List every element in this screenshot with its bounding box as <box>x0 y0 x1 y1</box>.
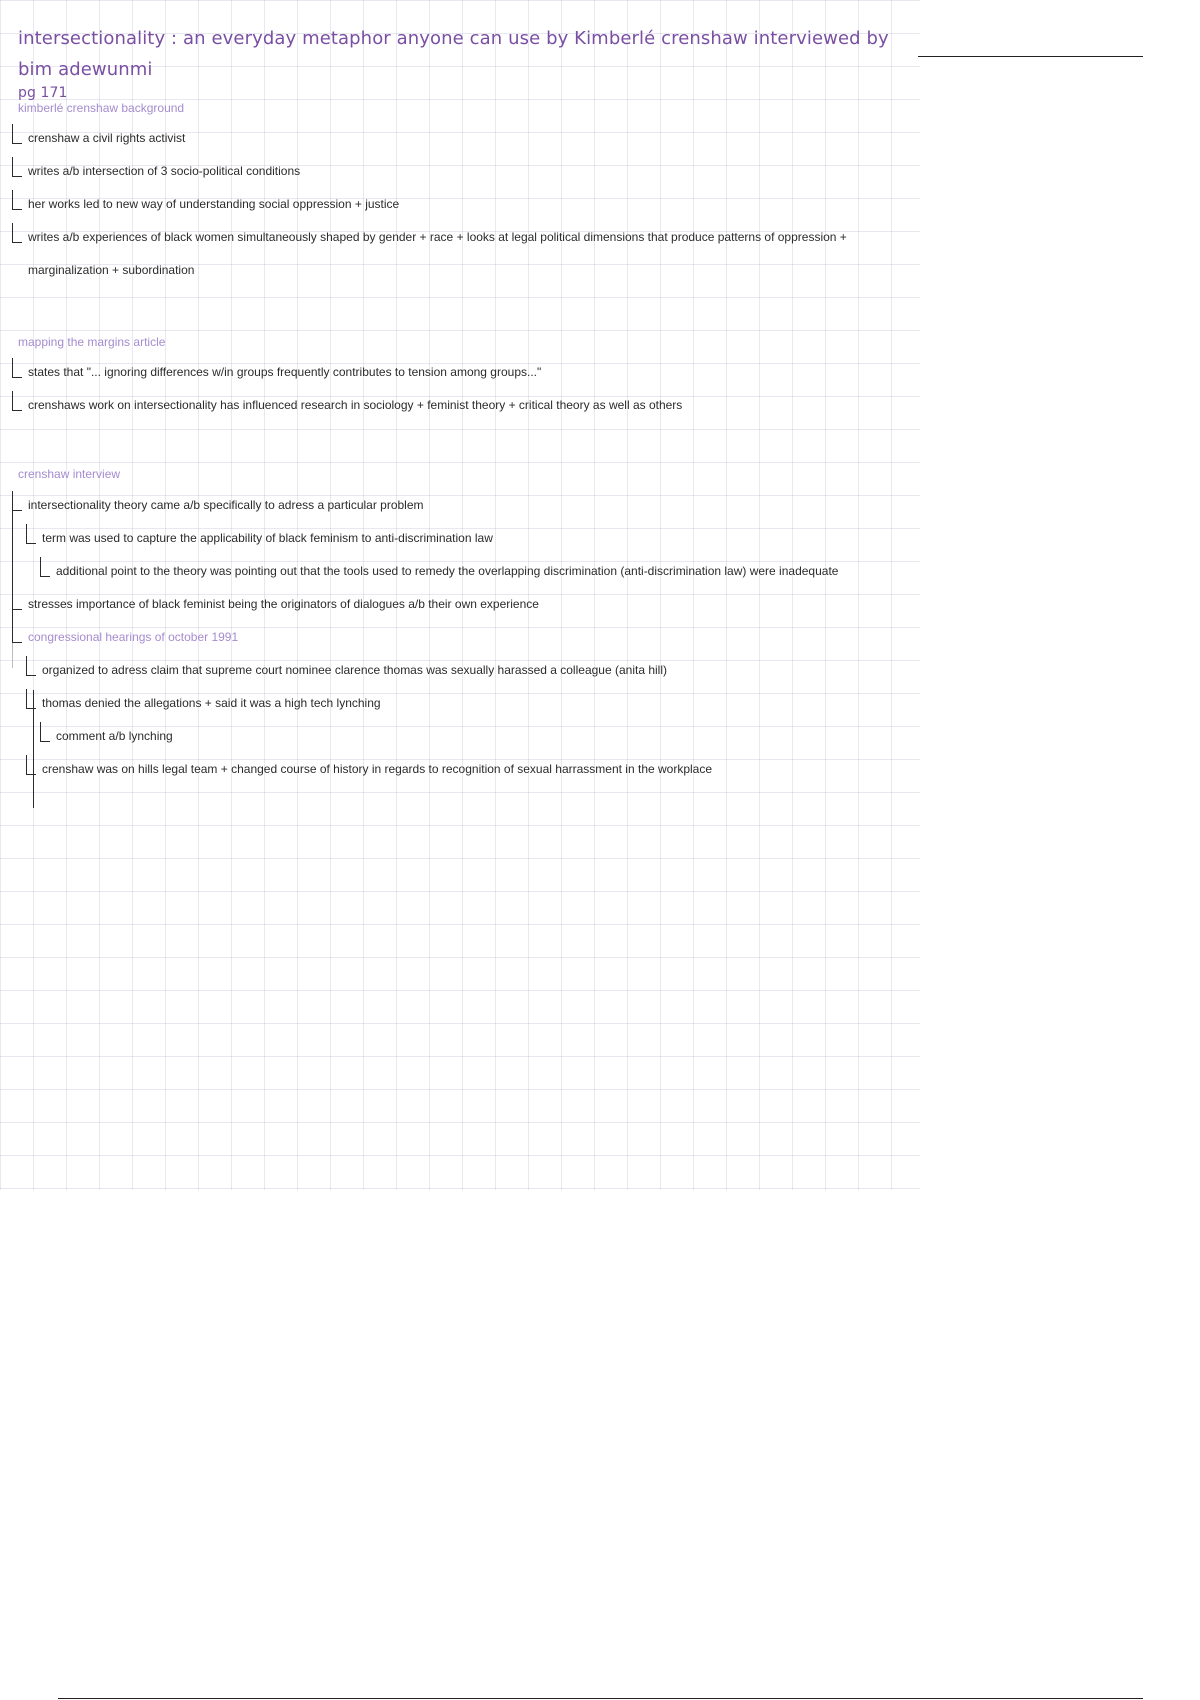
list-item-text: crenshaw a civil rights activist <box>28 131 186 145</box>
tree-elbow <box>12 190 22 210</box>
tree-elbow <box>26 689 36 709</box>
title-text: intersectionality : an everyday metaphor anyone can use by Kimberlé crenshaw interviewed by bim adewunmi <box>18 28 889 80</box>
tree-elbow <box>12 157 22 177</box>
tree-elbow <box>40 557 50 577</box>
list-item <box>12 588 912 621</box>
list-item-text: her works led to new way of understanding social oppression + justice <box>28 197 400 211</box>
list-item <box>26 753 912 786</box>
tree-elbow <box>26 524 36 544</box>
tree-elbow <box>40 722 50 742</box>
list-item <box>12 621 912 654</box>
list-item-text: term was used to capture the applicability of black feminism to anti-discrimination law <box>42 531 493 545</box>
list-item <box>12 356 912 389</box>
tree-elbow <box>26 755 36 775</box>
section-heading: mapping the margins article <box>18 335 166 349</box>
list-item <box>40 720 912 753</box>
list-item-text: crenshaw was on hills legal team + changed course of history in regards to recognition of sexual harrassment in the workplace <box>42 762 713 776</box>
list-item-text: congressional hearings of october 1991 <box>28 630 239 644</box>
section-list <box>12 122 912 287</box>
top-right-rule <box>918 56 1143 57</box>
list-item <box>26 654 912 687</box>
section-heading: kimberlé crenshaw background <box>18 101 185 115</box>
tree-elbow <box>12 391 22 411</box>
list-item <box>40 555 912 588</box>
list-item <box>12 389 912 422</box>
list-item <box>12 221 912 287</box>
tree-elbow <box>12 623 22 643</box>
tree-elbow <box>26 656 36 676</box>
list-item-text: organized to adress claim that supreme court nominee clarence thomas was sexually harassed a colleague (anita hill) <box>42 663 667 677</box>
list-item-text: crenshaws work on intersectionality has influenced research in sociology + feminist theory + critical theory as well as others <box>28 398 683 412</box>
tree-elbow <box>12 590 22 610</box>
note-title <box>18 24 918 102</box>
list-item <box>12 122 912 155</box>
page-reference: pg 171 <box>18 85 68 102</box>
list-item <box>26 687 912 720</box>
bottom-rule <box>58 1698 1143 1699</box>
list-item-text: intersectionality theory came a/b specifically to adress a particular problem <box>28 498 424 512</box>
list-item <box>12 188 912 221</box>
tree-elbow <box>12 358 22 378</box>
list-item-text: comment a/b lynching <box>56 729 173 743</box>
list-item-text: states that "... ignoring differences w/in groups frequently contributes to tension among groups..." <box>28 365 542 379</box>
list-item-text: writes a/b experiences of black women simultaneously shaped by gender + race + looks at legal political dimensions that produce patterns of oppression + marginalization + subordination <box>28 230 847 277</box>
list-item <box>26 522 912 555</box>
list-item-text: writes a/b intersection of 3 socio-political conditions <box>28 164 301 178</box>
list-item <box>12 489 912 522</box>
tree-elbow <box>12 223 22 243</box>
section-heading: crenshaw interview <box>18 467 121 481</box>
list-item-text: stresses importance of black feminist being the originators of dialogues a/b their own experience <box>28 597 539 611</box>
section-list <box>12 489 912 786</box>
tree-elbow <box>12 491 22 511</box>
list-item <box>12 155 912 188</box>
tree-elbow <box>12 124 22 144</box>
list-item-text: thomas denied the allegations + said it was a high tech lynching <box>42 696 381 710</box>
list-item-text: additional point to the theory was pointing out that the tools used to remedy the overlapping discrimination (anti-discrimination law) were inadequate <box>56 564 839 578</box>
section-list <box>12 356 912 422</box>
